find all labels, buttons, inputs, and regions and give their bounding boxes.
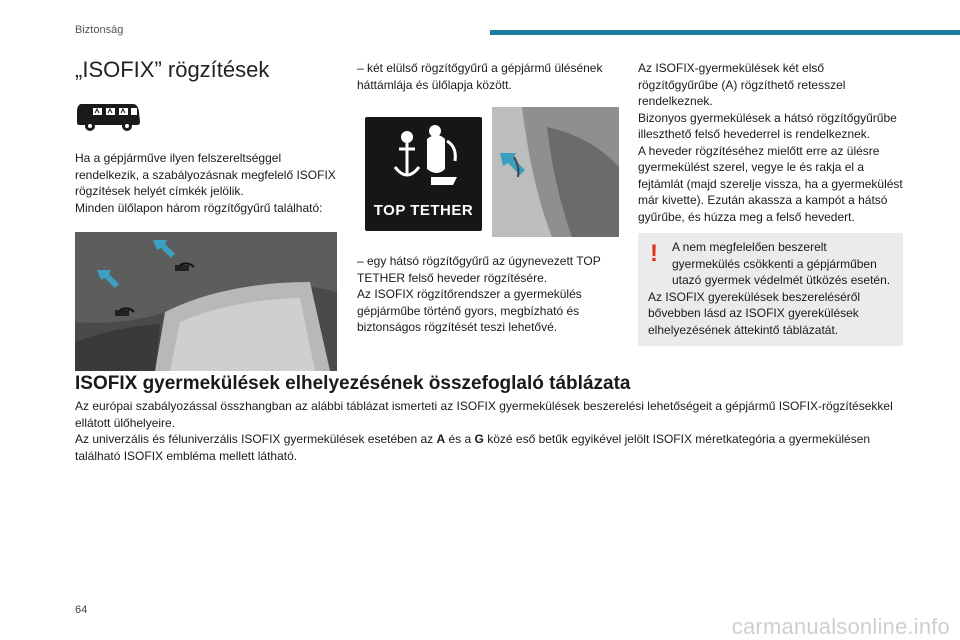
front-rings-paragraph: – két elülső rögzítőgyűrű a gépjármű ülésének háttámlája és ülőlapja között. (357, 61, 603, 92)
top-tether-badge (365, 117, 482, 231)
page-title: „ISOFIX” rögzítések (75, 57, 270, 82)
seat-photo-graphic (75, 232, 337, 371)
headrest-instructions-paragraph: A heveder rögzítéséhez mielőtt erre az ülésre gyermekülést szerel, vegye le és rakja el a fejtámlát (majd szerelje vissza, ha a gyermekülést már kivette). Ezután akassza a kampót a hátsó gyűrűbe, és húzza meg a felső hevedert. (638, 143, 903, 224)
header-accent-bar (490, 30, 960, 35)
seat-anchors-photo (75, 232, 337, 371)
warning-text-1: A nem megfelelően beszerelt gyermekülés csökkenti a gépjárműben utazó gyermek védelmét ütközés esetén. (672, 240, 891, 287)
section-header: Biztonság (75, 24, 124, 36)
top-tether-label: TOP TETHER (373, 201, 474, 219)
size-class-g: G (474, 432, 484, 446)
watermark: carmanualsonline.info (731, 614, 950, 639)
intro-paragraph: Ha a gépjárműve ilyen felszereltséggel rendelkezik, a szabályozásnak megfelelő ISOFIX rögzítések helyét címkék jelölik. (75, 151, 336, 198)
van-icon (75, 100, 141, 132)
warning-box (638, 233, 903, 346)
top-strap-paragraph: Bizonyos gyermekülések a hátsó rögzítőgyűrűbe illeszthető felső hevederrel is rendelkeznek. (638, 110, 897, 141)
warning-icon: ! (650, 240, 658, 267)
tether-anchor-photo (492, 107, 619, 237)
summary-paragraph-1: Az európai szabályozással összhangban az alábbi táblázat ismerteti az ISOFIX gyermekülések beszerelési lehetőségeit a gépjármű ISOFIX-rögzítésekkel ellátott ülőhelyeire. (75, 399, 893, 430)
summary-p2-part1: Az univerzális és féluniverzális ISOFIX gyermekülések esetében az (75, 432, 437, 446)
size-class-a: A (436, 432, 446, 446)
warning-text-2: Az ISOFIX gyerekülések beszereléséről bővebben lásd az ISOFIX gyerekülések elhelyezésének áttekintő táblázatát. (648, 289, 861, 337)
top-tether-figure (357, 107, 619, 237)
latch-paragraph: Az ISOFIX-gyermekülések két első rögzítőgyűrűbe (A) rögzíthető retesszel rendelkeznek. (638, 61, 846, 108)
page-number: 64 (75, 604, 88, 616)
summary-title: ISOFIX gyermekülések elhelyezésének összefoglaló táblázata (75, 373, 631, 394)
column-2 (357, 60, 619, 336)
rings-paragraph: Minden ülőlapon három rögzítőgyűrű található: (75, 200, 323, 215)
summary-paragraph-2 (75, 431, 905, 464)
summary-p2-part3: közé eső betűk egyikével jelölt ISOFIX méretkategória a gyermekülésen található ISOFIX embléma mellett látható. (75, 432, 871, 463)
rear-ring-paragraph: – egy hátsó rögzítőgyűrű az úgynevezett TOP TETHER felső heveder rögzítésére. (357, 254, 601, 285)
column-3 (638, 60, 903, 346)
tether-photo-graphic (492, 107, 619, 237)
summary-body (75, 398, 905, 464)
child-seat-anchor-icon (365, 117, 482, 197)
column-1 (75, 56, 337, 371)
isofix-system-paragraph: Az ISOFIX rögzítőrendszer a gyermekülés gépjárműbe történő gyors, megbízható és biztonságos rögzítését teszi lehetővé. (357, 287, 582, 334)
summary-p2-part2: és a (445, 432, 475, 446)
